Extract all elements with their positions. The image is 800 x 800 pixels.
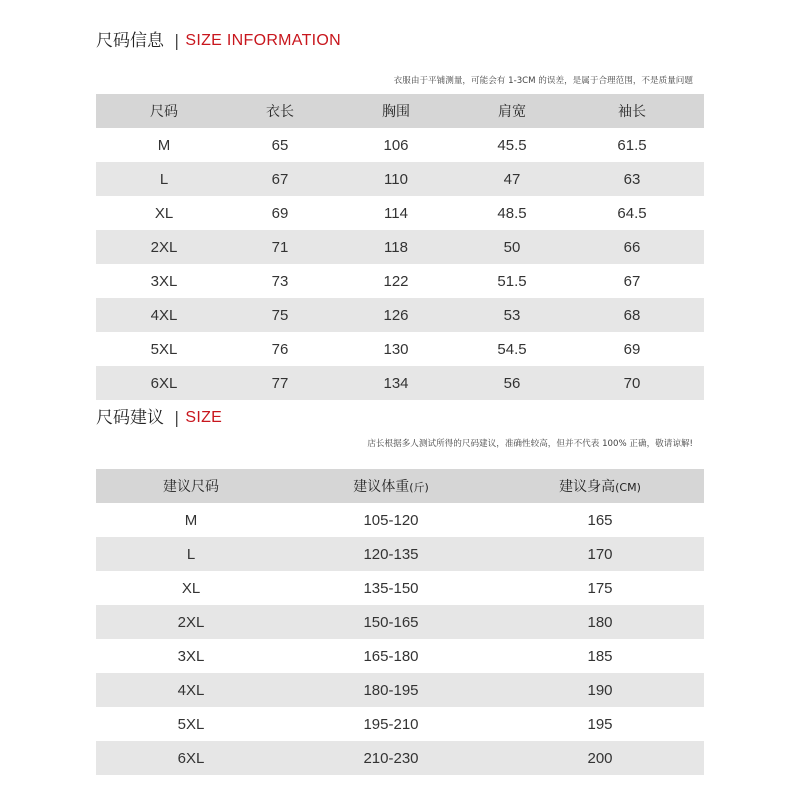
size-suggest-row <box>96 741 704 775</box>
table-cell: 190 <box>587 681 613 699</box>
table-cell: 135-150 <box>363 579 419 597</box>
header-size: 尺码 <box>150 104 178 120</box>
table-cell: 3XL <box>150 272 178 290</box>
table-cell: 61.5 <box>617 136 647 154</box>
table-cell: 4XL <box>177 681 205 699</box>
size-info-row <box>96 128 704 162</box>
table-cell: 50 <box>503 238 521 256</box>
header-suggest-size: 建议尺码 <box>163 479 219 495</box>
table-cell: 66 <box>623 238 641 256</box>
title-separator: | <box>174 31 180 50</box>
table-cell: 2XL <box>177 613 205 631</box>
size-info-title <box>96 31 341 51</box>
table-cell: L <box>159 170 169 188</box>
table-cell: 120-135 <box>363 545 419 563</box>
table-cell: M <box>157 136 171 154</box>
table-cell: 126 <box>383 306 409 324</box>
table-cell: 67 <box>271 170 289 188</box>
table-cell: 114 <box>384 204 408 222</box>
table-cell: 122 <box>383 272 409 290</box>
size-info-row <box>96 264 704 298</box>
size-info-row <box>96 230 704 264</box>
table-cell: 6XL <box>177 749 205 767</box>
table-cell: 67 <box>623 272 641 290</box>
table-cell: 77 <box>271 374 289 392</box>
header-suggest-height <box>496 469 704 503</box>
size-suggest-title-cn: 尺码建议 <box>96 408 164 428</box>
table-cell: 3XL <box>177 647 205 665</box>
table-cell: 195-210 <box>363 715 419 733</box>
title-separator: | <box>174 408 180 427</box>
table-cell: 54.5 <box>497 340 527 358</box>
size-suggest-row <box>96 673 704 707</box>
height-unit: (CM) <box>615 481 641 494</box>
table-cell: L <box>186 545 196 563</box>
size-info-row <box>96 366 704 400</box>
table-cell: 5XL <box>177 715 205 733</box>
header-sleeve: 袖长 <box>618 104 646 120</box>
table-cell: 69 <box>623 340 641 358</box>
size-info-row <box>96 196 704 230</box>
table-cell: M <box>184 511 198 529</box>
table-cell: 51.5 <box>497 272 527 290</box>
size-suggest-row <box>96 605 704 639</box>
size-suggest-title <box>96 408 222 428</box>
size-suggest-row <box>96 639 704 673</box>
table-cell: 106 <box>383 136 409 154</box>
size-suggest-row <box>96 571 704 605</box>
table-cell: 180-195 <box>363 681 419 699</box>
table-cell: 195 <box>587 715 613 733</box>
table-cell: 47 <box>503 170 521 188</box>
table-cell: 105-120 <box>363 511 419 529</box>
table-cell: 45.5 <box>497 136 527 154</box>
table-cell: 73 <box>271 272 289 290</box>
table-cell: 71 <box>271 238 289 256</box>
table-cell: 175 <box>587 579 613 597</box>
table-cell: 130 <box>383 340 409 358</box>
header-length: 衣长 <box>266 104 294 120</box>
header-shoulder: 肩宽 <box>498 104 526 120</box>
size-info-row <box>96 162 704 196</box>
table-cell: 63 <box>623 170 641 188</box>
table-cell: 185 <box>587 647 613 665</box>
table-cell: XL <box>181 579 201 597</box>
table-cell: 150-165 <box>363 613 419 631</box>
table-cell: 75 <box>271 306 289 324</box>
size-info-title-en: SIZE INFORMATION <box>185 32 342 49</box>
table-cell: 170 <box>587 545 613 563</box>
table-cell: 165-180 <box>363 647 419 665</box>
table-cell: 118 <box>384 238 408 256</box>
size-suggest-row <box>96 537 704 571</box>
header-suggest-weight <box>286 469 496 503</box>
weight-unit: (斤) <box>409 481 429 494</box>
table-cell: 165 <box>587 511 613 529</box>
weight-label: 建议体重 <box>353 479 410 495</box>
table-cell: 53 <box>503 306 521 324</box>
header-chest: 胸围 <box>382 104 410 120</box>
table-cell: XL <box>154 204 174 222</box>
table-cell: 200 <box>587 749 613 767</box>
table-cell: 180 <box>587 613 613 631</box>
table-cell: 134 <box>383 374 409 392</box>
size-info-row <box>96 332 704 366</box>
table-cell: 110 <box>384 170 408 188</box>
size-suggest-title-en: SIZE <box>185 409 223 426</box>
size-suggest-header-row <box>96 469 704 503</box>
table-cell: 70 <box>623 374 641 392</box>
size-suggest-table <box>96 469 704 775</box>
size-suggest-row <box>96 503 704 537</box>
height-label: 建议身高 <box>559 479 616 495</box>
measurement-note: 衣服由于平铺测量，可能会有 1-3CM 的误差，是属于合理范围，不是质量问题 <box>393 76 693 86</box>
size-info-header-row <box>96 94 704 128</box>
table-cell: 6XL <box>150 374 178 392</box>
table-cell: 5XL <box>150 340 178 358</box>
size-info-row <box>96 298 704 332</box>
table-cell: 4XL <box>150 306 178 324</box>
table-cell: 210-230 <box>363 749 419 767</box>
size-info-table <box>96 94 704 400</box>
suggestion-note: 店长根据多人测试所得的尺码建议，准确性较高，但并不代表 100% 正确，敬请谅解! <box>367 439 693 449</box>
table-cell: 65 <box>271 136 289 154</box>
table-cell: 68 <box>623 306 641 324</box>
table-cell: 76 <box>271 340 289 358</box>
table-cell: 56 <box>503 374 521 392</box>
table-cell: 2XL <box>150 238 178 256</box>
table-cell: 48.5 <box>497 204 527 222</box>
size-info-title-cn: 尺码信息 <box>96 31 164 51</box>
table-cell: 64.5 <box>617 204 647 222</box>
size-suggest-row <box>96 707 704 741</box>
table-cell: 69 <box>271 204 289 222</box>
